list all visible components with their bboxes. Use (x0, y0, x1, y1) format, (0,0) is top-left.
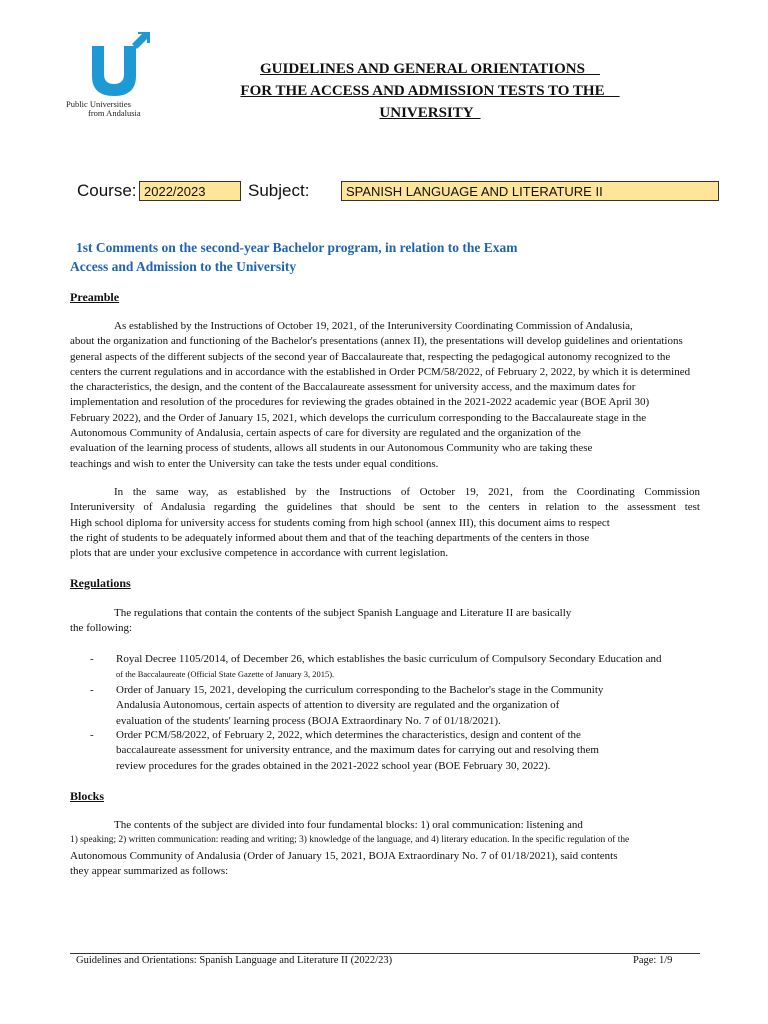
footer-document-name: Guidelines and Orientations: Spanish Language and Literature II (2022/23) (76, 955, 393, 966)
document-title: GUIDELINES AND GENERAL ORIENTATIONS FOR THE ACCESS AND ADMISSION TESTS TO THE UNIVERSITY (240, 61, 620, 121)
university-logo (64, 30, 174, 118)
blocks-paragraph: The contents of the subject are divided into four fundamental blocks: 1) oral communication: listening and 1) speaking; 2) written communication: reading and writing; 3) knowledge of the language, and 4) literary education. In the specific regulation of the Autonomous Community of Andalusia (Order of January 15, 2021, BOJA Extraordinary No. 7 of 01/18/2021), said contents they appear summarized as follows: (70, 819, 630, 877)
preamble-paragraph-1: As established by the Instructions of October 19, 2021, of the Interuniversity Coordinating Commission of Andalusia, about the organization and functioning of the Bachelor's presentations (annex II), the presentations will develop guidelines and orientations general aspects of the different subjects of the second year of Baccalaureate that, respecting the pedagogical autonomy recognized to the centers the current regulations and in accordance with the established in Order PCM/58/2022, of February 2, 2022, by which it is determined the characteristics, the design, and the content of the Baccalaureate assessment for university access, and the maximum dates for implementation and resolution of the procedures for reviewing the grades obtained in the 2021-2022 academic year (BOE April 30) February 2022), and the Order of January 15, 2021, which develops the curriculum corresponding to the Baccalaureate stage in the Autonomous Community of Andalusia, certain aspects of care for diversity are regulated and the organization of the evaluation of the learning process of students, allows all students in our Autonomous Community who are taking these teachings and wish to enter the University can take the tests under equal conditions. (70, 320, 691, 470)
section-heading: 1st Comments on the second-year Bachelor program, in relation to the Exam Access and Admission to the University (70, 240, 518, 274)
course-value: 2022/2023 (139, 181, 241, 201)
preamble-heading: Preamble (70, 290, 120, 304)
course-label: Course: (77, 181, 137, 200)
subject-label: Subject: (248, 181, 310, 200)
preamble-paragraph-2: In the same way, as established by the Instructions of October 19, 2021, from the Coordinating Commission Interuniversity of Andalusia regarding the guidelines that should be sent to the centers in relation to the assessment test High school diploma for university access for students coming from high school (annex III), this document aims to respect the right of students to be adequately informed about them and that of the teaching departments of the centers in those plots that are under your exclusive competence in accordance with current legislation. (70, 486, 700, 560)
subject-value: SPANISH LANGUAGE AND LITERATURE II (341, 181, 719, 201)
footer-divider (70, 953, 700, 954)
logo-caption: Public Universities from Andalusia (66, 99, 141, 118)
u-logo-icon (90, 32, 154, 98)
blocks-heading: Blocks (70, 789, 105, 803)
regulations-intro: The regulations that contain the contents of the subject Spanish Language and Literature II are basically the following: (70, 607, 572, 635)
regulations-heading: Regulations (70, 576, 131, 590)
footer-page-number: Page: 1/9 (633, 955, 673, 966)
